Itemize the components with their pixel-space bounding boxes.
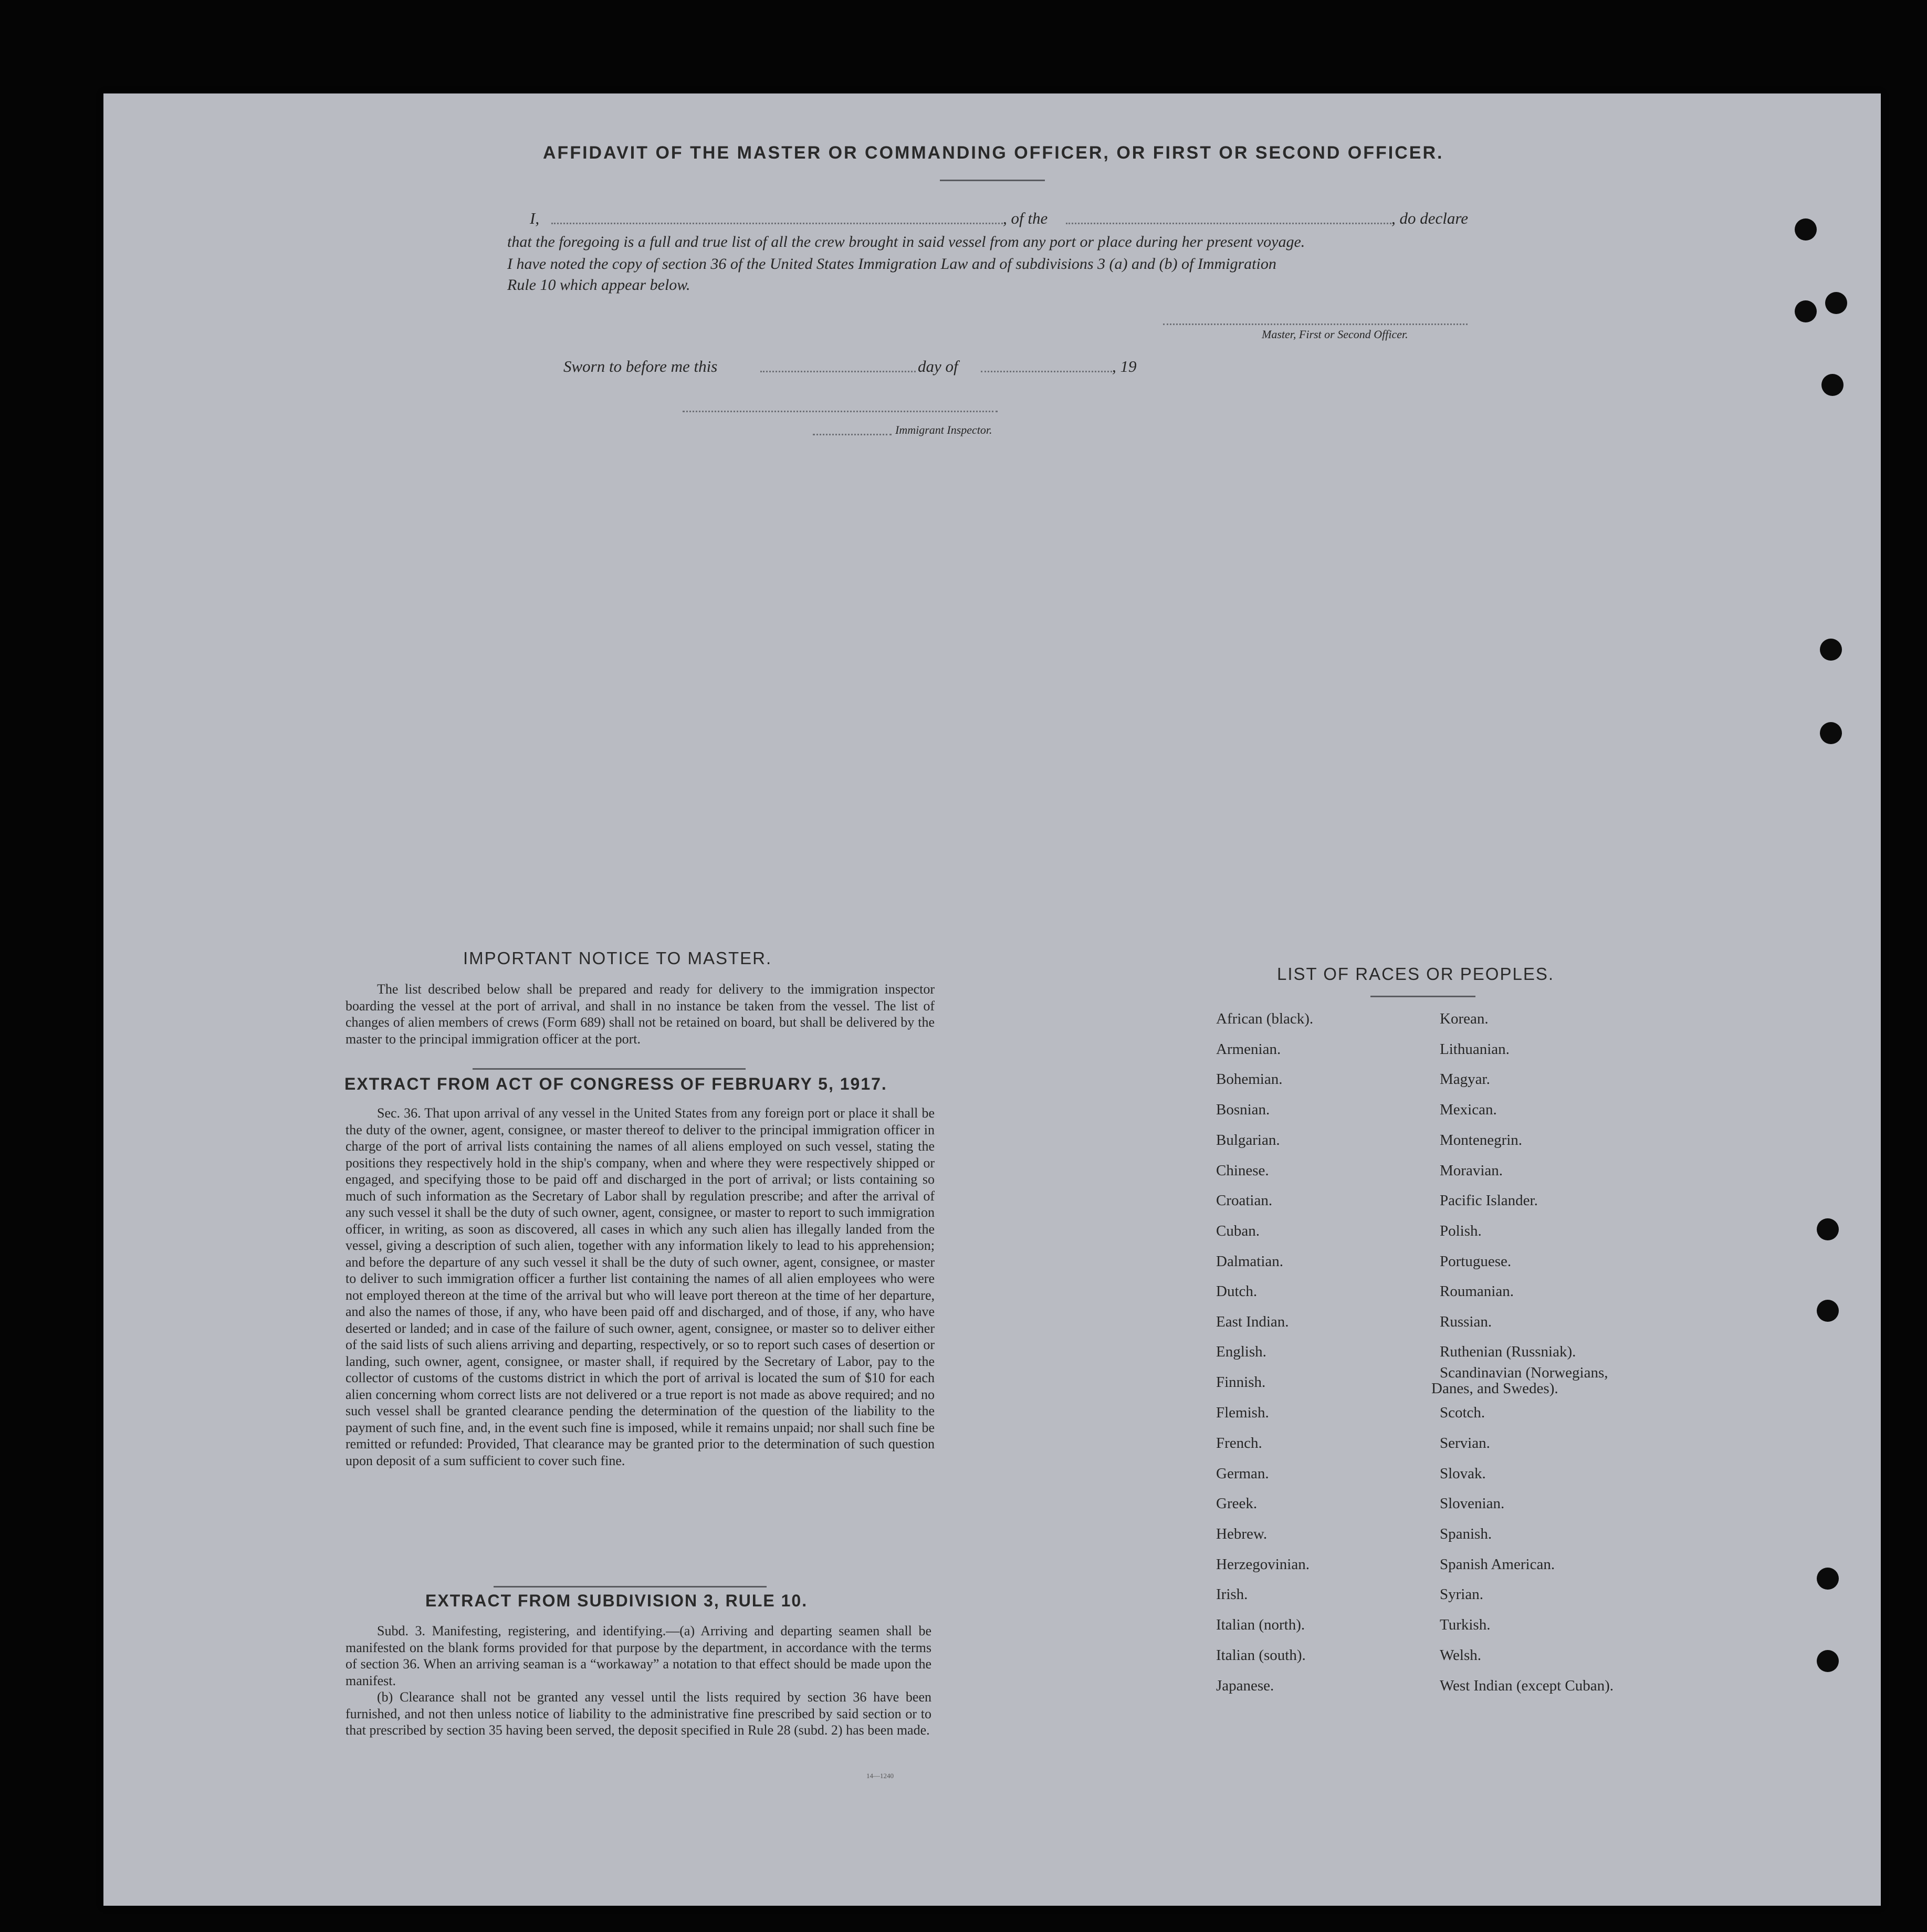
title-underline xyxy=(940,180,1045,181)
race-item: German. xyxy=(1216,1465,1269,1482)
sworn-prefix: Sworn to before me this xyxy=(563,357,718,375)
affidavit-line2: that the foregoing is a full and true list of all the crew brought in said vessel from any port or place during her present voyage. xyxy=(507,233,1305,250)
race-item: Pacific Islander. xyxy=(1440,1192,1538,1209)
race-item: Finnish. xyxy=(1216,1374,1266,1391)
race-item: Servian. xyxy=(1440,1435,1490,1451)
sworn-year: , 19 xyxy=(1112,357,1137,375)
race-item: Slovak. xyxy=(1440,1465,1486,1482)
notice-title: IMPORTANT NOTICE TO MASTER. xyxy=(463,948,772,968)
race-item: Russian. xyxy=(1440,1313,1492,1330)
race-item: West Indian (except Cuban). xyxy=(1440,1677,1614,1694)
race-item: Montenegrin. xyxy=(1440,1132,1523,1148)
race-item: Herzegovinian. xyxy=(1216,1556,1310,1573)
affidavit-title: AFFIDAVIT OF THE MASTER OR COMMANDING OFFICER, OR FIRST OR SECOND OFFICER. xyxy=(543,143,1444,163)
race-item: Mexican. xyxy=(1440,1101,1497,1118)
race-item: East Indian. xyxy=(1216,1313,1289,1330)
act-extract-text: Sec. 36. That upon arrival of any vessel in the United States from any foreign port or place it shall be the duty of the owner, agent, consignee, or master thereof to deliver to the principal immigration officer in charge of the port of arrival lists containing the names of all aliens employed on such vessel, stating the positions they respectively hold in the ship's company, when and where they were respectively shipped or engaged, and specifying those to be paid off and discharged in the port of arrival; or lists containing so much of such information as the Secretary of Labor shall by regulation prescribe; and after the arrival of any such vessel it shall be the duty of such owner, agent, consignee, or master to report to such immigration officer, in writing, as soon as discovered, all cases in which any such alien has illegally landed from the vessel, giving a description of such alien, together with any information likely to lead to his apprehension; and before the departure of any such vessel it shall be the duty of such owner, agent, consignee, or master to deliver to such immigration officer a further list containing the names of all alien employees who were not employed thereon at the time of the arrival but who will leave port thereon at the time of her departure, and also the names of those, if any, who have been paid off and discharged, and of those, if any, who have deserted or landed; and in case of the failure of such owner, agent, consignee, or master so to deliver either of the said lists of such aliens arriving and departing, respectively, or so to report such cases of desertion or landing, such owner, agent, consignee, or master shall, if required by the Secretary of Labor, pay to the collector of customs of the customs district in which the port of arrival is located the sum of $10 for each alien concerning whom correct lists are not delivered or a true report is not made as above required; and no such vessel shall be granted clearance pending the determination of the question of the liability to the payment of such fine, and, in the event such fine is imposed, while it remains unpaid; nor shall such fine be remitted or refunded: Provided, That clearance may be granted prior to the determination of such question upon deposit of a sum sufficient to cover such fine. xyxy=(345,1105,935,1468)
race-item: African (black). xyxy=(1216,1010,1314,1027)
race-item-scandinavian-continued: Danes, and Swedes). xyxy=(1431,1380,1558,1397)
notice-divider xyxy=(473,1068,746,1070)
sworn-month-blank xyxy=(981,371,1112,372)
affidavit-line4: Rule 10 which appear below. xyxy=(507,276,690,294)
punch-hole xyxy=(1817,1650,1839,1672)
race-item: Syrian. xyxy=(1440,1586,1483,1603)
race-item: Polish. xyxy=(1440,1223,1482,1239)
race-item: Cuban. xyxy=(1216,1223,1260,1239)
form-number: 14—1240 xyxy=(866,1772,894,1780)
race-item: Armenian. xyxy=(1216,1041,1281,1058)
punch-hole xyxy=(1795,300,1817,322)
race-item: Spanish. xyxy=(1440,1526,1492,1542)
punch-hole xyxy=(1817,1568,1839,1590)
punch-hole xyxy=(1820,639,1842,661)
race-item: Hebrew. xyxy=(1216,1526,1268,1542)
race-item: Flemish. xyxy=(1216,1404,1269,1421)
act-extract-title: EXTRACT FROM ACT OF CONGRESS OF FEBRUARY 5, 1917. xyxy=(344,1074,887,1093)
sworn-day-blank xyxy=(760,371,916,372)
race-item: Scotch. xyxy=(1440,1404,1485,1421)
race-item: Croatian. xyxy=(1216,1192,1273,1209)
sworn-day-of: day of xyxy=(918,357,958,375)
race-item: Turkish. xyxy=(1440,1616,1491,1633)
race-item: Magyar. xyxy=(1440,1071,1490,1088)
act-divider xyxy=(494,1586,767,1588)
affidavit-line1-i: I, xyxy=(530,209,540,227)
race-item: Welsh. xyxy=(1440,1647,1482,1664)
inspector-signature-line xyxy=(683,411,998,412)
race-item: Japanese. xyxy=(1216,1677,1274,1694)
punch-hole xyxy=(1825,292,1847,314)
inspector-signature-line2 xyxy=(813,434,892,435)
affidavit-line1-of-the: , of the xyxy=(1003,209,1048,227)
punch-hole xyxy=(1795,218,1817,241)
master-signature-line xyxy=(1163,323,1468,325)
race-item: Spanish American. xyxy=(1440,1556,1555,1573)
race-item: Scandinavian (Norwegians, xyxy=(1440,1364,1608,1381)
race-item: Irish. xyxy=(1216,1586,1248,1603)
rule-extract-text: Subd. 3. Manifesting, registering, and identifying.—(a) Arriving and departing seamen shall be manifested on the blank forms provided for that purpose by the department, in accordance with the terms of section 36. When an arriving seaman is a “workaway” a notation to that effect should be made upon the manifest. (b) Clearance shall not be granted any vessel until the lists required by section 36 have been furnished, and not then unless notice of liability to the administrative fine prescribed by said section or to that prescribed by section 35 having been served, the deposit specified in Rule 28 (subd. 2) has been made. xyxy=(345,1623,931,1738)
master-name-blank xyxy=(551,223,1003,224)
race-item: Bohemian. xyxy=(1216,1071,1283,1088)
race-item: Greek. xyxy=(1216,1495,1258,1512)
notice-text: The list described below shall be prepared and ready for delivery to the immigration inspector boarding the vessel at the port of arrival, and shall in no instance be taken from the vessel. The list of changes of alien members of crews (Form 689) shall not be retained on board, but shall be delivered by the master to the principal immigration officer at the port. xyxy=(345,981,935,1047)
rule-extract-title: EXTRACT FROM SUBDIVISION 3, RULE 10. xyxy=(425,1591,808,1610)
punch-hole xyxy=(1817,1300,1839,1322)
races-title: LIST OF RACES OR PEOPLES. xyxy=(1277,964,1555,984)
vessel-name-blank xyxy=(1066,223,1391,224)
race-item: Italian (north). xyxy=(1216,1616,1305,1633)
races-title-underline xyxy=(1370,996,1475,997)
race-item: Moravian. xyxy=(1440,1162,1503,1179)
race-item: Korean. xyxy=(1440,1010,1489,1027)
punch-hole xyxy=(1821,374,1844,396)
race-item: Dalmatian. xyxy=(1216,1253,1284,1270)
race-item: English. xyxy=(1216,1343,1266,1360)
race-item: Chinese. xyxy=(1216,1162,1269,1179)
affidavit-line1-declare: , do declare xyxy=(1391,209,1469,227)
punch-hole xyxy=(1820,722,1842,744)
race-item: Slovenian. xyxy=(1440,1495,1505,1512)
race-item: French. xyxy=(1216,1435,1262,1451)
race-item: Ruthenian (Russniak). xyxy=(1440,1343,1576,1360)
race-item: Dutch. xyxy=(1216,1283,1258,1300)
race-item: Portuguese. xyxy=(1440,1253,1512,1270)
race-item: Roumanian. xyxy=(1440,1283,1514,1300)
race-item: Bulgarian. xyxy=(1216,1132,1280,1148)
race-item: Bosnian. xyxy=(1216,1101,1270,1118)
race-item: Lithuanian. xyxy=(1440,1041,1510,1058)
master-signature-label: Master, First or Second Officer. xyxy=(1262,328,1408,341)
affidavit-line3: I have noted the copy of section 36 of the United States Immigration Law and of subdivisions 3 (a) and (b) of Immigration xyxy=(507,255,1276,273)
inspector-label: Immigrant Inspector. xyxy=(895,423,992,436)
race-item: Italian (south). xyxy=(1216,1647,1306,1664)
punch-hole xyxy=(1817,1218,1839,1240)
